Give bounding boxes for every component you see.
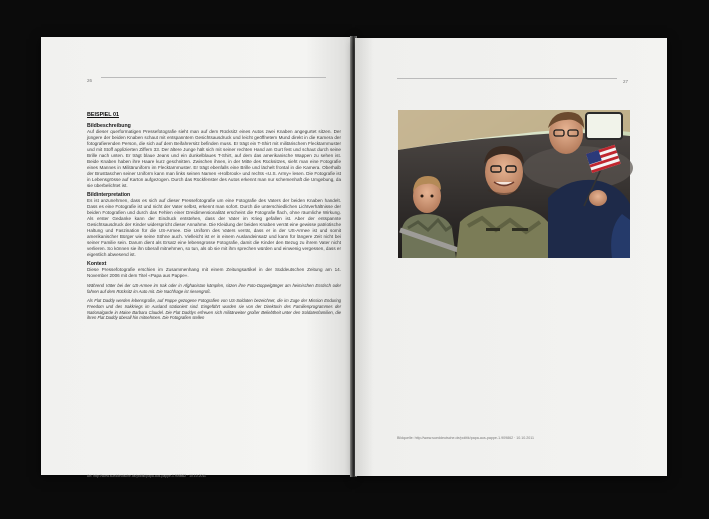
section-text-context: Diese Pressefotografie erschien im Zusammenhang mit einem Zeitungsartikel in der Süddeutschen Zeitung am 14. November 2006 mit dem Titel «Papa aus Pappe». <box>87 267 341 279</box>
example-title: BEISPIEL 01 <box>87 112 119 118</box>
section-heading-context: Kontext <box>87 260 107 267</box>
left-page <box>41 37 352 478</box>
page-number-left: 26 <box>87 78 93 83</box>
section-heading-description: Bildbeschreibung <box>87 122 131 129</box>
section-heading-interpretation: Bildinterpretation <box>87 191 131 198</box>
page-number-right: 27 <box>623 79 629 84</box>
header-rule-right <box>397 78 617 79</box>
press-photo <box>398 110 630 258</box>
right-page <box>355 38 667 476</box>
section-text-description: Auf dieser querformatigen Pressefotografie sieht man auf dem Rücksitz eines Autos zwei Knaben angegurtet sitzen. Der jüngere der beiden Knaben schaut mit entspanntem Gesichtsausdruck und leicht geöffnetem Mund direkt in die Kamera der fotografierenden Person, die sich auf dem Beifahrersitz befinden muss. Er trägt ein T-Shirt mit militärischem Flecktarnmuster und mit Stoff applizierten Ziffern 33. Der ältere Junge hält sich mit seiner rechten Hand am Gurt fest und schaut durch seine Brille nach unten. Er trägt blaue Jeans und ein dunkelblaues T-Shirt, auf dem das amerikanische Wappen zu sehen ist. Beide Knaben haben ihre Haare kurz geschnitten. Zwischen ihnen, in der Mitte des Rücksitzes, sieht man eine Fotografie eines Mannes in Militäruniform im Flecktarnmuster. Er trägt ebenfalls eine Brille und lächelt frontal in die Kamera. Oberhalb der Brusttaschen seiner Uniform kann man links seinen Namen «Holbrook» und rechts «U.S. Army» lesen. Die Fotografie ist in Lebensgrösse auf Karton aufgezogen. Durch das Rückfenster des Autos erkennt man nur schemenhaft die Umgebung, da sie überbelichtet ist. <box>87 129 341 189</box>
left-page-content <box>87 112 341 321</box>
footnote-left: Art: http://www.sueddeutsche.de/politik/papa-aus-pappe-1.909862 · 10.10.2011 <box>87 474 206 478</box>
header-rule-left <box>101 77 326 78</box>
section-text-interpretation: Es ist anzunehmen, dass es sich auf dieser Pressefotografie um eine Fotografie des Vaters der beiden Knaben handelt. Dass es eine Fotografie ist und nicht der Vater selbst, erkennt man sofort. Durch die unterschiedlichen Lichtverhältnisse der beiden Fotografien und durch das Fehlen einer Dreidimensionalität erscheint die Fotografie flach, ohne räumliche Wirkung. Als erster Gedanke kann der Eindruck entstehen, dass der Vater im Krieg gefallen ist. Aber der entspannte Gesichtsausdruck der Kinder widerspricht dieser Annahme. Die Kleidung der beiden Knaben verrät eine gewisse patriotische Haltung und Faszination für die US-Armee. Die Uniform des Vaters verrät, dass er in der US-Armee ist und somit amerikanischer Bürger wie seine Söhne auch. Vielleicht ist er in einem Auslandeinsatz und kann für längere Zeit nicht bei seiner Familie sein. Darum dient als Ersatz eine lebensgrosse Fotografie, damit die Kinder den Bezug zu ihrem Vater nicht verlieren. So können sie ihn überall mitnehmen, so tun, als ob sie mit ihm sprechen würden und einwenig vergessen, dass er eigentlich abwesend ist. <box>87 198 341 258</box>
photo-caption: Bildquelle: http://www.sueddeutsche.de/politik/papa-aus-pappe-1.909862 · 10.10.2011 <box>397 436 534 440</box>
quote-paragraph-1: Während Väter bei der US-Armee im Irak oder in Afghanistan kämpfen, sitzen ihre Foto-Doppelgänger am heimischen Esstisch oder fahren auf dem Rücksitz im Auto mit. Die Nachfrage ist riesengroß. <box>87 283 341 294</box>
quote-paragraph-2: Als Flat Daddy werden lebensgroße, auf Pappe gezogene Fotografien von US-Soldaten bezeichnet, die im Zuge der Mission Enduring Freedom und des Irakkriegs im Ausland stationiert sind. Eingeführt wurden sie von der Direktorin des Familienprogrammes der Nationalgarde in Maine Barbara Claudel. Die Flat Daddys erfreuen sich militärweiter großer Beliebtheit unter den Soldatenfamilien, die ihren Flat Daddy überall hin mitnehmen. Die Fotografien stellen <box>87 298 341 321</box>
